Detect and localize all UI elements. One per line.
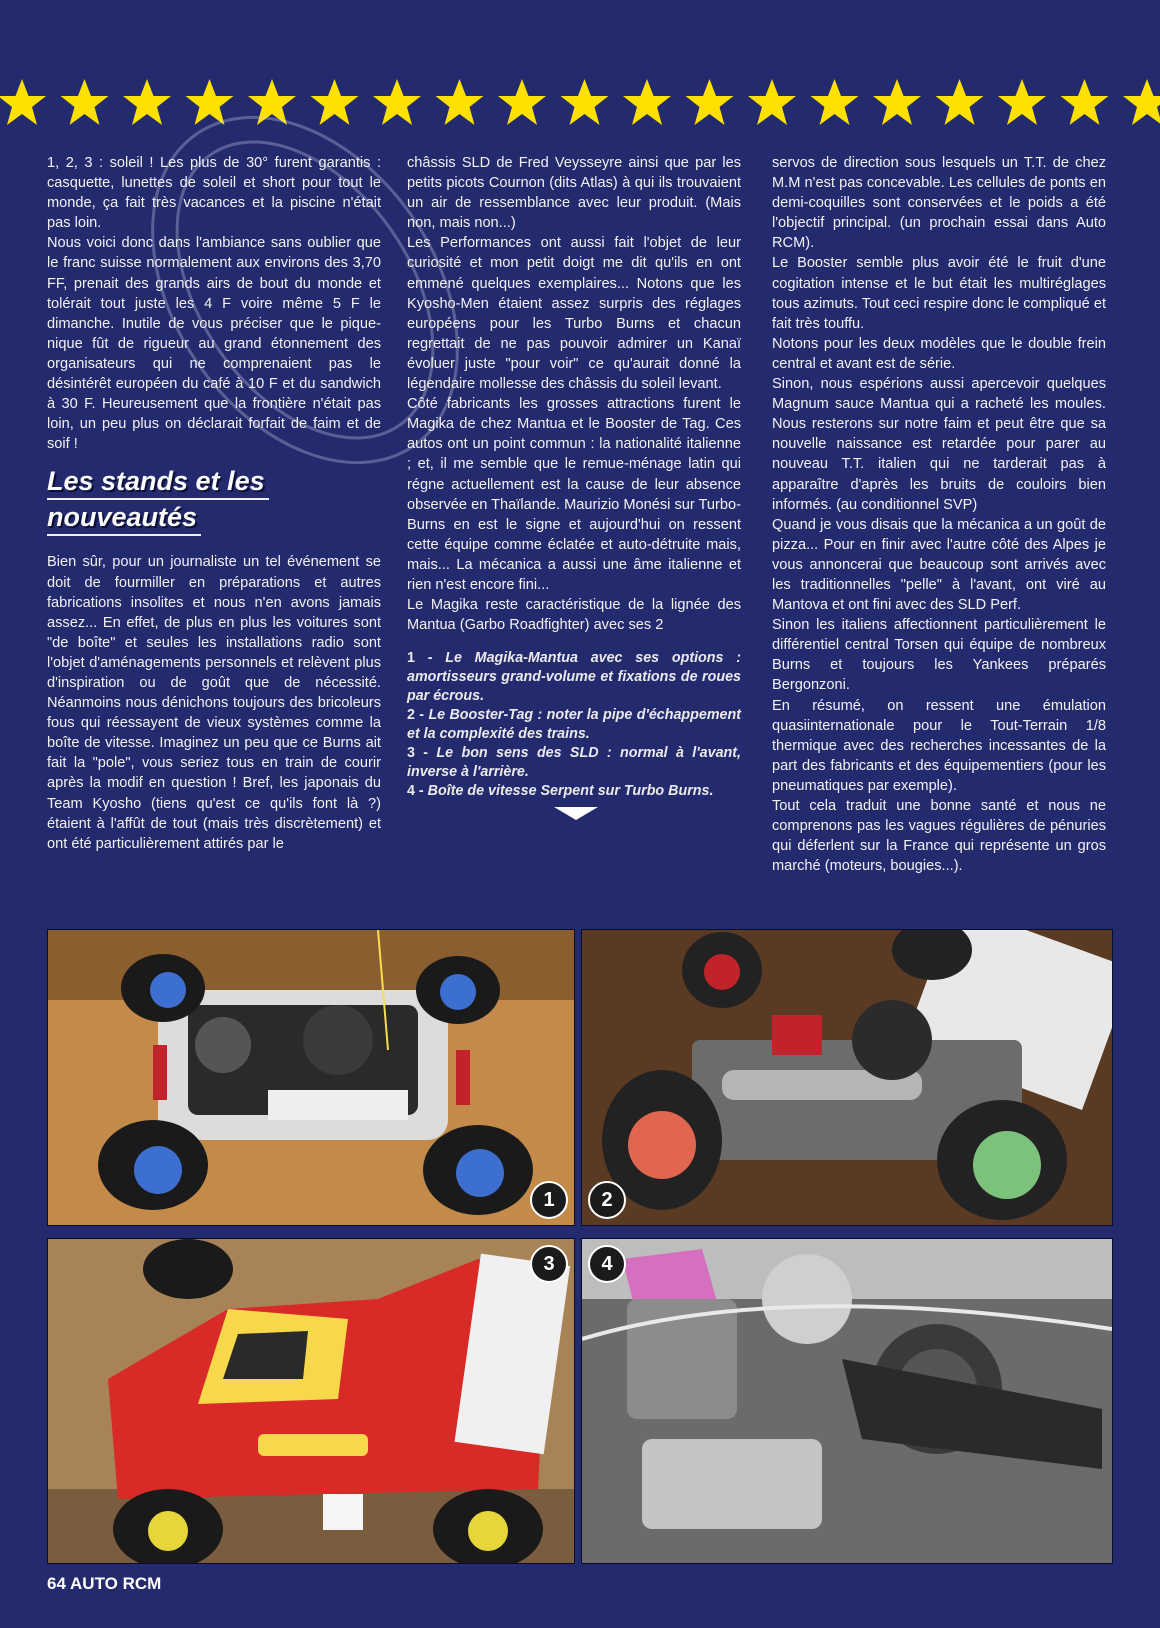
magazine-name: AUTO RCM	[70, 1574, 162, 1593]
star-icon	[186, 79, 234, 125]
paragraph: Tout cela traduit une bonne santé et nous ne comprenons pas les vagues régulières de pénuries qui déferlent sur la France qui représente un gros marché (moteurs, bougies...).	[772, 798, 1106, 875]
photo-caption: 3 - Le bon sens des SLD : normal à l'avant, inverse à l'arrière.	[407, 745, 741, 781]
photo-serpent-gearbox	[581, 1238, 1113, 1564]
star-icon	[373, 79, 421, 125]
star-icon	[748, 79, 796, 125]
paragraph: châssis SLD de Fred Veysseyre ainsi que par les petits picots Cournon (dits Atlas) à qui ils trouvaient un air de ressemblance avec leur produit. (Mais non, mais non...)	[407, 155, 741, 232]
paragraph: Les Performances ont aussi fait l'objet de leur curiosité et mon petit doigt me dit qu'ils en ont emmené quelques exemplaires... Notons que les Kyosho-Men étaient assez surpris des réglages européens pour les Turbo Burns et chacun regrettait de ne pas pouvoir admirer un Kanaï évoluer juste "pour voir" ce qu'aurait donné la légendaire mollesse des châssis du soleil levant.	[407, 235, 741, 393]
star-icon	[1061, 79, 1109, 125]
photo-number-badge: 4	[588, 1245, 626, 1283]
star-icon	[123, 79, 171, 125]
star-icon	[248, 79, 296, 125]
paragraph: Nous voici donc dans l'ambiance sans oublier que le franc suisse normalement aux environs des 3,70 FF, prenait des grands airs de bout du monde et tolérait tout juste les 4 F voire même 5 F le dimanche. Inutile de vous préciser que le pique-nique fût de rigueur au grand étonnement des organisateurs qui ne comprenaient pas le désintérêt européen du café à 10 F et du sandwich à 30 F. Heureusement que la frontière n'était pas loin, un peu plus on déclarait forfait de faim et de soif !	[47, 235, 381, 453]
paragraph: Bien sûr, pour un journaliste un tel événement se doit de fourmiller en préparations et autres fabrications insolites et nous n'en avons jamais assez... En effet, de plus en plus les voitures sont "de boîte" et seules les installations radio sont l'objet d'aménagements personnels et relèvent plus d'inspiration ou de goût que de nécessité. Néanmoins nous dénichons toujours des bricoleurs fous qui réessayent de vieux systèmes comme la boîte de vitesse. Imaginez un peu que ce Burns ait fait la "pole", vous seriez tous en train de courir après la modif en question ! Bref, les japonais du Team Kyosho (tiens qu'est ce qu'ils font là ?) étaient à l'affût de tout (mais très discrètement) et ont été particulièrement attirés par le	[47, 554, 381, 852]
star-icon	[873, 79, 921, 125]
photo-magika-mantua	[47, 929, 575, 1226]
paragraph: Le Booster semble plus avoir été le fruit d'une cogitation intense et le but était les multiréglages tous azimuts. Tout ceci respire donc le compliqué et fait très touffu.	[772, 255, 1106, 332]
paragraph: 1, 2, 3 : soleil ! Les plus de 30° furent garantis : casquette, lunettes de soleil et short pour tout le monde, ça fait très vacances et la piscine n'était pas loin.	[47, 155, 381, 232]
paragraph: En résumé, on ressent une émulation quasiinternationale pour le Tout-Terrain 1/8 thermique avec des recherches incessantes de la part des fabricants et des équipementiers (pour les pneumatiques par exemple).	[772, 697, 1106, 794]
paragraph: Côté fabricants les grosses attractions furent le Magika de chez Mantua et le Booster de Tag. Ces autos ont un point commun : la nationalité italienne ; et, il me semble que le remue-ménage latin qui régne actuellement est la cause de leur absence observée en Thaïlande. Maurizio Monési sur Turbo-Burns en est le signe et aujourd'hui on ressent cette équipe comme éclatée et auto-détruite mais, mais... La mécanica a aussi une âme italienne et rien n'est encore fini...	[407, 396, 741, 593]
photo-caption: 1 - Le Magika-Mantua avec ses options : amortisseurs grand-volume et fixations de roues par écrous.	[407, 650, 741, 705]
arrow-down-icon	[554, 807, 598, 820]
star-icon	[561, 79, 609, 125]
paragraph: Notons pour les deux modèles que le double frein central et avant est de série.	[772, 335, 1106, 372]
article-column-3	[772, 153, 1106, 876]
photo-booster-tag	[581, 929, 1113, 1226]
paragraph: servos de direction sous lesquels un T.T. de chez M.M n'est pas concevable. Les cellules de ponts en demi-coquilles sont conservées et le poids a été l'objectif principal. (un prochain essai dans Auto RCM).	[772, 155, 1106, 252]
star-icon	[311, 79, 359, 125]
star-icon	[61, 79, 109, 125]
photo-number-badge: 3	[530, 1245, 568, 1283]
star-icon	[623, 79, 671, 125]
star-icon	[686, 79, 734, 125]
heading-line-1: Les stands et les	[47, 464, 269, 500]
section-heading	[47, 464, 381, 536]
star-icon	[1123, 79, 1160, 125]
star-icon	[936, 79, 984, 125]
article-column-1	[47, 153, 381, 854]
paragraph: Sinon, nous espérions aussi apercevoir quelques Magnum sauce Mantua qui a racheté les moules. Nous resterons sur notre faim et peut être que sa nouvelle naissance est retardée pour parer au nouveau T.T. italien qui ne tarderait pas à apparaître d'après les bruits de couloirs bien informés. (au conditionnel SVP)	[772, 376, 1106, 513]
photo-number-badge: 1	[530, 1181, 568, 1219]
star-icon	[811, 79, 859, 125]
heading-line-2: nouveautés	[47, 500, 201, 536]
paragraph: Sinon les italiens affectionnent particulièrement le différentiel central Torsen qui équipe de nombreux Burns et toujours les Yankees préparés Bergonzoni.	[772, 617, 1106, 694]
page-number: 64	[47, 1574, 66, 1593]
photo-caption: 2 - Le Booster-Tag : noter la pipe d'échappement et la complexité des trains.	[407, 707, 742, 743]
page-footer	[47, 1574, 161, 1594]
paragraph: Le Magika reste caractéristique de la lignée des Mantua (Garbo Roadfighter) avec ses 2	[407, 597, 741, 634]
photo-caption: 4 - Boîte de vitesse Serpent sur Turbo Burns.	[407, 783, 714, 800]
star-icon	[436, 79, 484, 125]
photo-number-badge: 2	[588, 1181, 626, 1219]
star-icon	[998, 79, 1046, 125]
star-icon	[498, 79, 546, 125]
paragraph: Quand je vous disais que la mécanica a un goût de pizza... Pour en finir avec l'autre côté des Alpes je vous annoncerai que beaucoup sont arrivés avec les traditionnelles "pelle" à l'avant, ont viré au Mantova et ont fini avec des SLD Perf.	[772, 516, 1106, 614]
star-icon	[0, 79, 46, 125]
article-column-2	[407, 153, 741, 820]
photo-sld-car	[47, 1238, 575, 1564]
star-banner	[0, 0, 1160, 150]
